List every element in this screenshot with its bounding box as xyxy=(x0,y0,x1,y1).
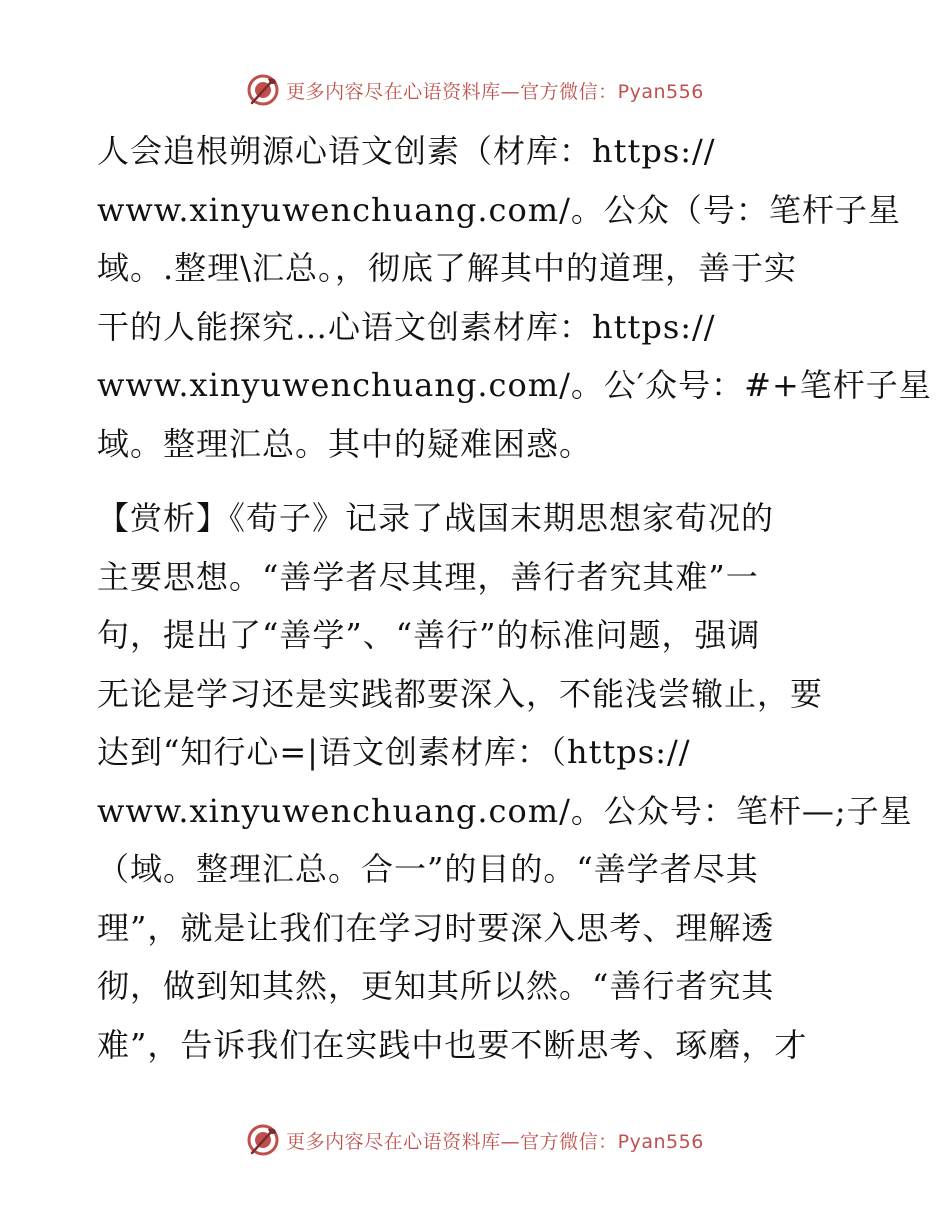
text-line: 域。整理汇总。其中的疑难困惑。 xyxy=(97,424,593,463)
text-line: 达到“知行心=|语文创素材库：（https:// xyxy=(97,733,691,771)
text-line: 难”，告诉我们在实践中也要不断思考、琢磨，才 xyxy=(97,1025,808,1064)
text-line: 彻，做到知其然，更知其所以然。“善行者究其 xyxy=(97,967,775,1005)
text-line: （域。整理汇总。合一”的目的。“善学者尽其 xyxy=(97,850,759,888)
document-body xyxy=(97,122,932,1074)
text-line: 主要思想。“善学者尽其理，善行者究其难”一 xyxy=(97,557,759,596)
watermark-text: 更多内容尽在心语资料库—官方微信：Pyan556 xyxy=(286,80,704,103)
text-line: 句，提出了“善学”、“善行”的标准问题，强调 xyxy=(97,616,761,654)
text-line: 理”，就是让我们在学习时要深入思考、理解透 xyxy=(97,908,775,947)
text-line: www.xinyuwenchuang.com/。公众（号：笔杆子星 xyxy=(97,190,901,229)
header-watermark xyxy=(0,70,950,110)
text-line: 干的人能探究…心语文创素材库：https:// xyxy=(97,307,716,346)
watermark-text: 更多内容尽在心语资料库—官方微信：Pyan556 xyxy=(286,1130,704,1153)
footer-watermark xyxy=(0,1120,950,1160)
text-line: www.xinyuwenchuang.com/。公′众号：#+笔杆子星 xyxy=(97,366,932,404)
quill-seal-logo-icon xyxy=(246,1123,280,1157)
paragraph-1 xyxy=(97,122,932,473)
text-line: 人会追根朔源心语文创素（材库：https:// xyxy=(97,132,716,170)
text-line: www.xinyuwenchuang.com/。公众号：笔杆—;子星 xyxy=(97,791,913,830)
text-line: 无论是学习还是实践都要深入，不能浅尝辙止，要 xyxy=(97,674,824,713)
text-line: 【赏析】《荀子》记录了战国末期思想家荀况的 xyxy=(97,499,775,537)
text-line: 域。.整理\汇总。，彻底了解其中的道理，善于实 xyxy=(97,249,797,287)
paragraph-2-appreciation xyxy=(97,489,913,1074)
quill-seal-logo-icon xyxy=(246,73,280,107)
